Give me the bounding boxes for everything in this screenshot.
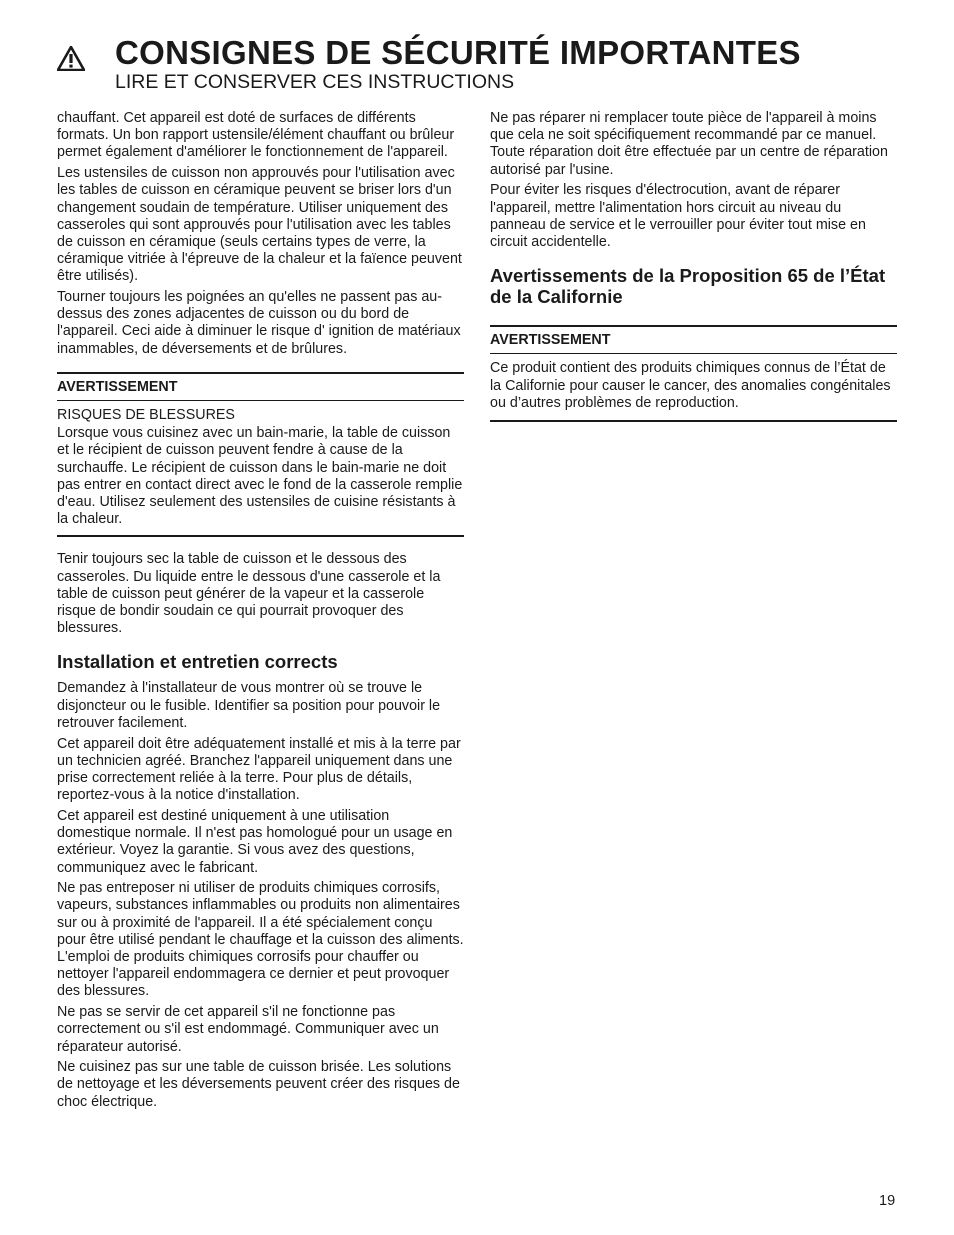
- section-title-proposition-65: Avertissements de la Proposition 65 de l’État de la Californie: [490, 265, 886, 308]
- warning-box: [57, 372, 464, 538]
- paragraph: Ne cuisinez pas sur une table de cuisson brisée. Les solutions de nettoyage et les déversements peuvent créer des risques de choc électrique.: [57, 1059, 460, 1110]
- paragraph: Cet appareil doit être adéquatement installé et mis à la terre par un technicien agréé. Branchez l'appareil uniquement dans une prise correctement reliée à la terre. Pour plus de détails, reportez-vous à la notice d'installation.: [57, 735, 461, 804]
- warning-text: Lorsque vous cuisinez avec un bain-marie, la table de cuisson et le récipient de cuisson peuvent fendre à cause de la surchauffe. Le récipient de cuisson dans le bain-marie ne doit pas entrer en contact direct avec le fond de la casserole remplie d'eau. Utilisez seulement des ustensiles de cuisine résistants à la chaleur.: [57, 425, 463, 528]
- paragraph: Ne pas se servir de cet appareil s'il ne fonctionne pas correctement ou s'il est endommagé. Communiquer avec un réparateur autorisé.: [57, 1004, 439, 1055]
- paragraph: Ne pas réparer ni remplacer toute pièce de l'appareil à moins que cela ne soit spécifiquement recommandé par ce manuel. Toute réparation doit être effectuée par un centre de réparation autorisé par l'usine.: [490, 110, 888, 178]
- warning-body: [57, 401, 464, 535]
- left-column: [57, 110, 464, 1114]
- page-title: CONSIGNES DE SÉCURITÉ IMPORTANTES: [115, 34, 801, 71]
- warning-heading: AVERTISSEMENT: [57, 374, 464, 401]
- paragraph: chauffant. Cet appareil est doté de surfaces de différents formats. Un bon rapport ustensile/élément chauffant ou brûleur permet également d'améliorer le fonctionnement de l'appareil.: [57, 110, 455, 161]
- warning-heading: AVERTISSEMENT: [490, 327, 897, 354]
- paragraph: Ne pas entreposer ni utiliser de produits chimiques corrosifs, vapeurs, substances inflammables ou produits non alimentaires sur ou à proximité de l'appareil. Il a été spécialement conçu pour être utilisé pendant le chauffage et la cuisson des aliments. L'emploi de produits chimiques corrosifs pour chauffer ou nettoyer l'appareil endommagera ce dernier et peut provoquer des blessures.: [57, 880, 464, 1000]
- warning-triangle-icon: [57, 46, 85, 71]
- warning-subheading: RISQUES DE BLESSURES: [57, 407, 235, 424]
- warning-text: Ce produit contient des produits chimiques connus de l’État de la Californie pour causer le cancer, des anomalies congénitales ou d’autres problèmes de reproduction.: [490, 360, 891, 411]
- right-column: [490, 110, 897, 422]
- paragraph: Pour éviter les risques d'électrocution, avant de réparer l'appareil, mettre l'alimentation hors circuit au niveau du panneau de service et le verrouiller pour éviter tout mise en circuit accidentelle.: [490, 182, 866, 250]
- paragraph: Tenir toujours sec la table de cuisson et le dessous des casseroles. Du liquide entre le dessous d'une casserole et la table de cuisson peut générer de la vapeur et la casserole risque de bondir soudain ce qui pourrait provoquer des blessures.: [57, 551, 441, 637]
- section-title-installation: Installation et entretien corrects: [57, 651, 338, 673]
- paragraph: Tourner toujours les poignées an qu'elles ne passent pas au-dessus des zones adjacentes de cuisson ou du bord de l'appareil. Ceci aide à diminuer le risque d' ignition de matériaux inammables, de déversements et de brûlures.: [57, 289, 461, 357]
- page-subtitle: LIRE ET CONSERVER CES INSTRUCTIONS: [115, 71, 515, 93]
- warning-box: [490, 325, 897, 422]
- paragraph: Cet appareil est destiné uniquement à une utilisation domestique normale. Il n'est pas homologué pour un usage en extérieur. Voyez la garantie. Si vous avez des questions, communiquez avec le fabricant.: [57, 807, 453, 876]
- warning-body: [490, 354, 897, 420]
- paragraph: Les ustensiles de cuisson non approuvés pour l'utilisation avec les tables de cuisson en céramique peuvent se briser lors d'un changement soudain de température. Utiliser uniquement des casseroles qui sont approuvés pour l'utilisation avec les tables de cuisson en céramique (seuls certains types de verre, la céramique vitriée à l'épreuve de la chaleur et la faïence peuvent être utilisés).: [57, 165, 462, 285]
- paragraph: Demandez à l'installateur de vous montrer où se trouve le disjoncteur ou le fusible. Identifier sa position pour pouvoir le retrouver facilement.: [57, 680, 441, 731]
- page-number: 19: [879, 1193, 896, 1209]
